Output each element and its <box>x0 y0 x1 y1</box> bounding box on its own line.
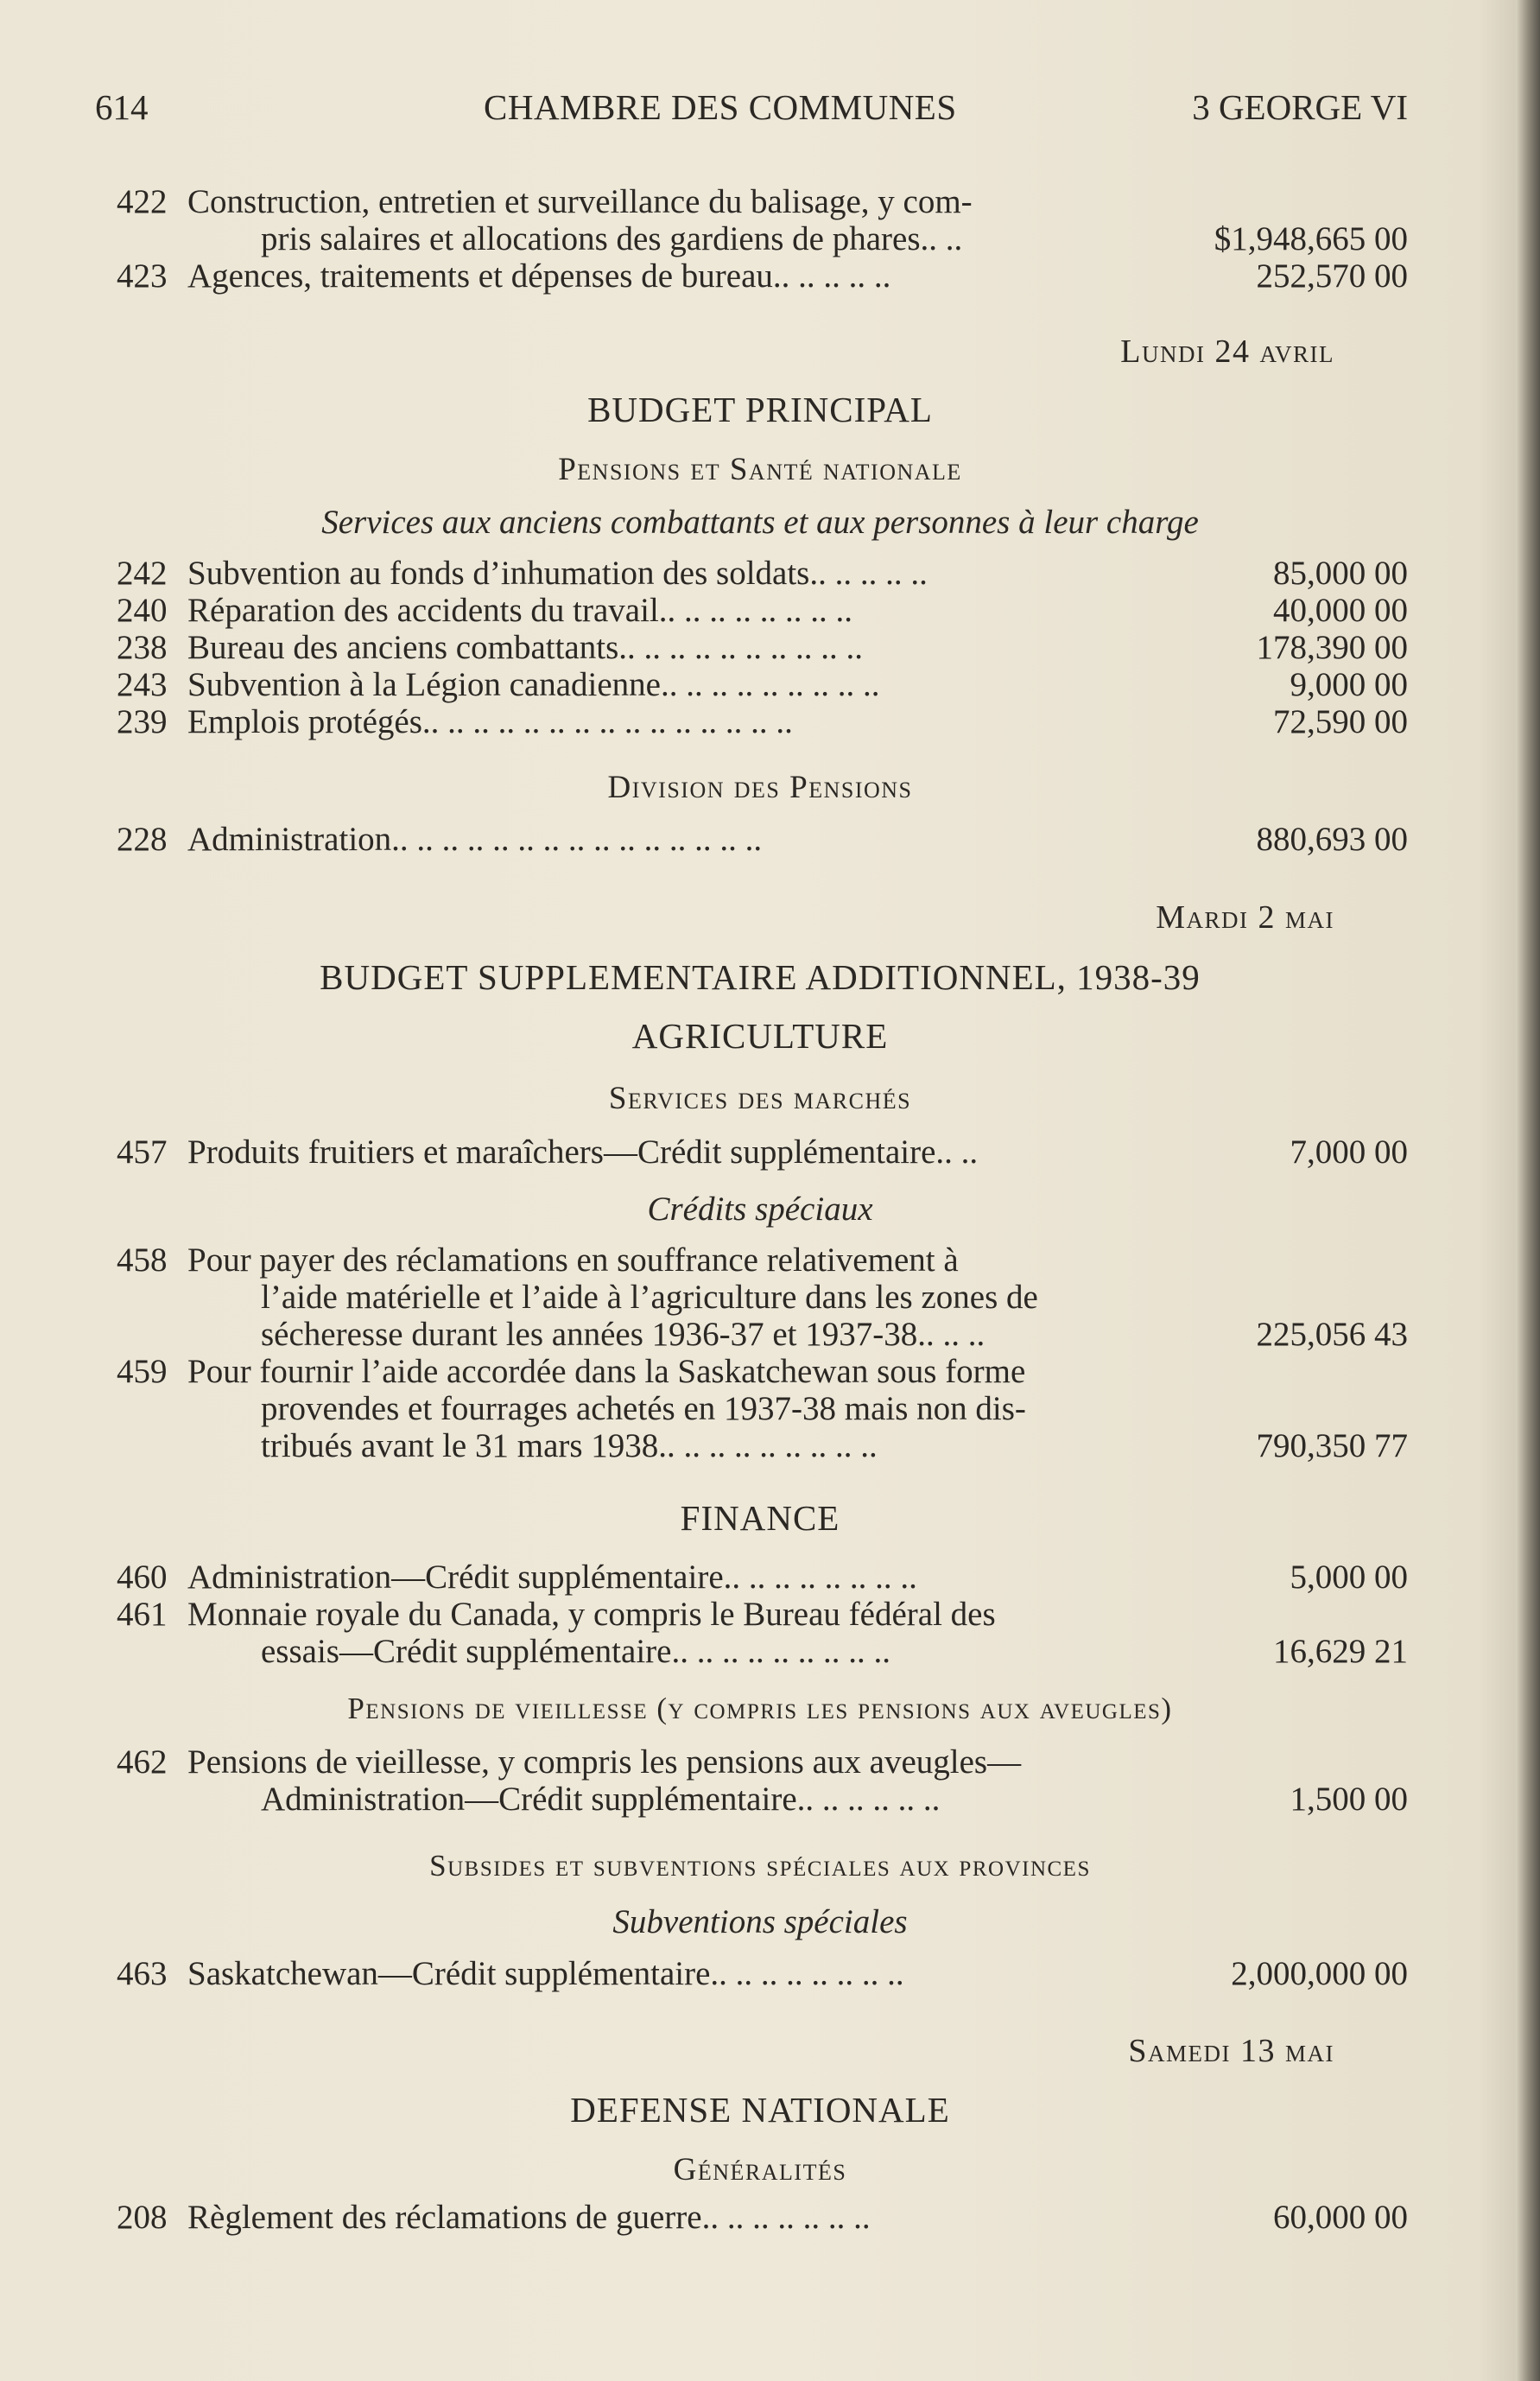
vote-amount: 790,350 77 <box>1256 1427 1408 1464</box>
vote-description-line: Construction, entretien et surveillance du balisage, y com- <box>187 183 973 220</box>
vote-description-line: l’aide matérielle et l’aide à l’agriculture dans les zones de <box>261 1279 1038 1316</box>
vote-description-line: Subvention au fonds d’inhumation des soldats.. .. .. .. .. <box>187 555 928 592</box>
vote-description-line: Pensions de vieillesse, y compris les pensions aux aveugles— <box>187 1743 1022 1781</box>
vote-number: 463 <box>117 1955 168 1992</box>
vote-description-line: Pour payer des réclamations en souffrance relativement à <box>187 1241 959 1279</box>
department-heading: AGRICULTURE <box>631 1016 889 1056</box>
vote-description <box>187 183 1310 257</box>
vote-description-line: Bureau des anciens combattants.. .. .. .. .. .. .. .. .. .. <box>187 629 863 666</box>
special-grants-heading: Subventions spéciales <box>612 1903 908 1940</box>
vote-number: 228 <box>117 821 168 858</box>
department-heading: FINANCE <box>680 1498 840 1538</box>
vote-amount: 9,000 00 <box>1290 666 1408 703</box>
vote-number: 240 <box>117 592 168 629</box>
vote-description-line: Emplois protégés.. .. .. .. .. .. .. .. .. .. .. .. .. .. .. <box>187 703 793 740</box>
vote-number: 459 <box>117 1353 168 1390</box>
vote-description-line: Produits fruitiers et maraîchers—Crédit supplémentaire.. .. <box>187 1133 979 1171</box>
vote-amount: 1,500 00 <box>1290 1781 1408 1818</box>
special-votes-heading: Crédits spéciaux <box>647 1190 873 1228</box>
vote-amount: 178,390 00 <box>1256 629 1408 666</box>
vote-amount: 5,000 00 <box>1290 1559 1408 1596</box>
vote-amount: 85,000 00 <box>1273 555 1408 592</box>
vote-amount: 252,570 00 <box>1256 257 1408 295</box>
page-header <box>95 86 1408 130</box>
vote-number: 457 <box>117 1133 168 1171</box>
vote-amount: 2,000,000 00 <box>1231 1955 1408 1992</box>
vote-description-line: tribués avant le 31 mars 1938.. .. .. .. .. .. .. .. .. <box>261 1427 878 1464</box>
vote-number: 208 <box>117 2199 168 2236</box>
vote-amount: 880,693 00 <box>1256 821 1408 858</box>
division-heading: Division des Pensions <box>607 770 913 805</box>
vote-number: 239 <box>117 703 168 740</box>
vote-description-line: pris salaires et allocations des gardiens de phares.. .. <box>261 220 963 257</box>
regnal-year: 3 GEORGE VI <box>1192 87 1408 127</box>
sitting-date: Mardi 2 mai <box>1156 899 1334 936</box>
vote-amount: 40,000 00 <box>1273 592 1408 629</box>
vote-amount: 72,590 00 <box>1273 703 1408 740</box>
vote-amount: 225,056 43 <box>1256 1316 1408 1353</box>
service-heading: Subsides et subventions spéciales aux provinces <box>429 1849 1091 1883</box>
vote-description-line: Agences, traitements et dépenses de bureau.. .. .. .. .. <box>187 257 891 295</box>
vote-description-line: essais—Crédit supplémentaire.. .. .. .. .. .. .. .. .. <box>261 1633 890 1670</box>
vote-description-line: Administration—Crédit supplémentaire.. .. .. .. .. .. <box>261 1781 941 1818</box>
vote-description-line: Administration.. .. .. .. .. .. .. .. .. .. .. .. .. .. .. <box>187 821 763 858</box>
running-title: CHAMBRE DES COMMUNES <box>484 87 957 127</box>
vote-description-line: Administration—Crédit supplémentaire.. .. .. .. .. .. .. .. <box>187 1559 917 1596</box>
vote-description-line: Règlement des réclamations de guerre.. .. .. .. .. .. .. <box>187 2199 871 2236</box>
vote-description-line: Subvention à la Légion canadienne.. .. .. .. .. .. .. .. .. <box>187 666 880 703</box>
vote-number: 238 <box>117 629 168 666</box>
service-heading: Services des marchés <box>608 1081 912 1116</box>
vote-number: 462 <box>117 1743 168 1781</box>
service-heading: Généralités <box>673 2152 847 2187</box>
sitting-date: Lundi 24 avril <box>1120 333 1334 370</box>
service-heading: Services aux anciens combattants et aux personnes à leur charge <box>321 504 1199 541</box>
vote-number: 423 <box>117 257 168 295</box>
vote-description <box>187 257 1310 295</box>
vote-number: 243 <box>117 666 168 703</box>
vote-number: 422 <box>117 183 168 220</box>
department-heading: Pensions et Santé nationale <box>558 452 962 487</box>
vote-description-line: provendes et fourrages achetés en 1937-38 mais non dis- <box>261 1390 1026 1427</box>
vote-description-line: Monnaie royale du Canada, y compris le Bureau fédéral des <box>187 1596 996 1633</box>
vote-description-line: Pour fournir l’aide accordée dans la Saskatchewan sous forme <box>187 1353 1026 1390</box>
vote-number: 458 <box>117 1241 168 1279</box>
vote-number: 460 <box>117 1559 168 1596</box>
vote-description-line: Réparation des accidents du travail.. .. .. .. .. .. .. .. <box>187 592 853 629</box>
service-heading: Pensions de vieillesse (y compris les pensions aux aveugles) <box>347 1692 1173 1725</box>
vote-amount: 60,000 00 <box>1273 2199 1408 2236</box>
vote-description-line: sécheresse durant les années 1936-37 et 1937-38.. .. .. <box>261 1316 985 1353</box>
department-heading: DEFENSE NATIONALE <box>570 2090 950 2130</box>
vote-amount: 7,000 00 <box>1290 1133 1408 1171</box>
vote-amount: 16,629 21 <box>1273 1633 1408 1670</box>
page-number: 614 <box>95 87 149 127</box>
budget-heading: BUDGET SUPPLEMENTAIRE ADDITIONNEL, 1938-39 <box>320 957 1201 997</box>
sitting-date: Samedi 13 mai <box>1128 2033 1334 2069</box>
budget-heading: BUDGET PRINCIPAL <box>587 390 933 429</box>
vote-amount: $1,948,665 00 <box>1214 220 1408 257</box>
vote-number: 461 <box>117 1596 168 1633</box>
vote-number: 242 <box>117 555 168 592</box>
vote-description-line: Saskatchewan—Crédit supplémentaire.. .. .. .. .. .. .. .. <box>187 1955 904 1992</box>
